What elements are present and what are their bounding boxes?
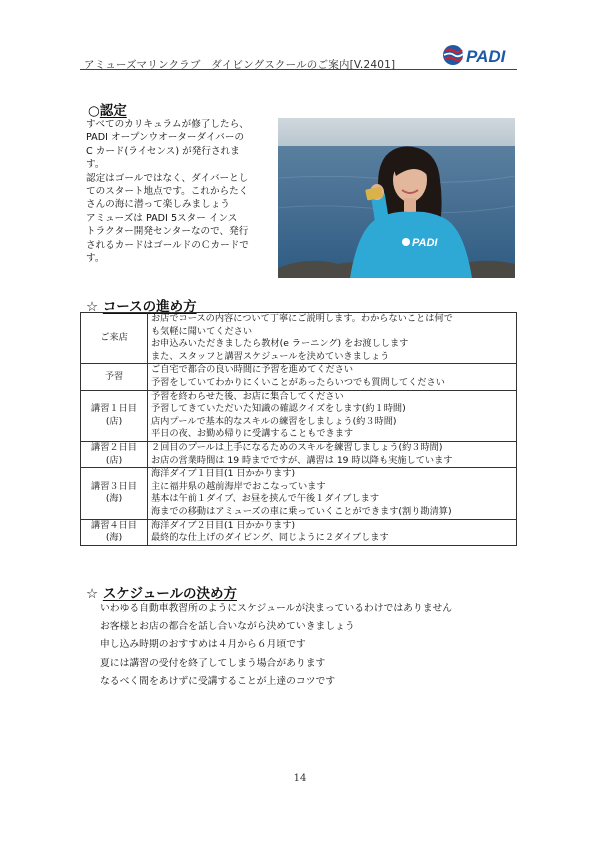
svg-text:PADI: PADI [466, 47, 506, 66]
detail-cell: ２回目のプールは上手になるためのスキルを練習しましょう(約３時間) お店の営業時間は 19 時までですが、講習は 19 時以降も実施しています [148, 441, 517, 467]
schedule-list [100, 600, 452, 691]
header-divider [80, 69, 517, 70]
detail-cell: ご自宅で都合の良い時間に予習を進めてください 予習をしていてわかりにくいことがあったらいつでも質問してください [148, 364, 517, 390]
circle-marker: ○ [88, 103, 100, 119]
page-number: 14 [293, 773, 307, 784]
paragraph-line: トラクター開発センターなので、発行 [86, 226, 249, 238]
detail-cell: 海洋ダイブ２日目(1 日かかります) 最終的な仕上げのダイビング、同じように２ダイブします [148, 519, 517, 545]
paragraph-line: すべてのカリキュラムが修了したら、 [86, 119, 249, 130]
star-marker: ☆ [86, 299, 99, 315]
schedule-heading [86, 582, 237, 602]
schedule-line: 夏には講習の受付を終了してしまう場合があります [100, 657, 326, 669]
table-row [81, 390, 517, 441]
stage-cell: 講習２日目 (店) [81, 441, 148, 467]
schedule-line: 申し込み時期のおすすめは４月から６月頃です [100, 639, 306, 651]
stage-cell: ご来店 [81, 313, 148, 364]
certification-title: 認定 [99, 103, 127, 119]
table-row [81, 468, 517, 519]
course-table [80, 312, 517, 546]
detail-cell: 予習を終わらせた後、お店に集合してください 予習してきていただいた知識の確認クイズをします(約１時間) 店内プールで基本的なスキルの練習をしましょう(約３時間) 平日の夜、お勤め帰りに受講することもできます [148, 390, 517, 441]
paragraph-line: PADI オープンウオーターダイバーの [86, 132, 245, 144]
paragraph-line: 認定はゴールではなく、ダイバーとし [86, 172, 249, 184]
schedule-line: いわゆる自動車教習所のようにスケジュールが決まっているわけではありません [100, 603, 453, 614]
schedule-line: なるべく間をあけずに受講することが上達のコツです [100, 675, 336, 687]
certification-heading [88, 99, 127, 119]
paragraph-line: されるカードはゴールドのＣカードで [86, 239, 249, 251]
diver-photo [278, 118, 515, 278]
stage-cell: 講習３日目 (海) [81, 468, 148, 519]
schedule-title: スケジュールの決め方 [102, 586, 238, 602]
table-row [81, 313, 517, 364]
detail-cell: お店でコースの内容について丁寧にご説明します。わからないことは何で も気軽に聞いてください お申込みいただきましたら教材(e ラーニング) をお渡しします また、スタッフと講習スケジュールを決めていきましょう [148, 313, 517, 364]
stage-cell: 講習１日目 (店) [81, 390, 148, 441]
table-row [81, 519, 517, 545]
paragraph-line: アミューズは PADI 5スター インス [86, 212, 238, 224]
shirt-logo: PADI [412, 237, 438, 249]
table-row [81, 441, 517, 467]
detail-cell: 海洋ダイブ１日目(1 日かかります) 主に福井県の越前海岸でおこなっています 基本は午前１ダイブ、お昼を挟んで午後１ダイブします 海までの移動はアミューズの車に乗っていくことができます(割り勘清算) [148, 468, 517, 519]
paragraph-line: C カード(ライセンス) が発行されま [86, 145, 240, 157]
paragraph-line: す。 [86, 159, 105, 171]
star-marker: ☆ [86, 586, 99, 602]
paragraph-line: す。 [86, 253, 105, 265]
certification-paragraph [86, 118, 249, 265]
stage-cell: 予習 [81, 364, 148, 390]
course-title: コースの進め方 [102, 299, 197, 315]
table-row [81, 364, 517, 390]
padi-logo [442, 42, 520, 68]
header-title: アミューズマリンクラブ ダイビングスクールのご案内[V.2401] [84, 59, 396, 71]
paragraph-line: てのスタート地点です。これからたく [86, 186, 249, 198]
schedule-line: お客様とお店の都合を話し合いながら決めていきましょう [100, 621, 355, 633]
paragraph-line: さんの海に潜って楽しみましょう [86, 199, 230, 211]
stage-cell: 講習４日目 (海) [81, 519, 148, 545]
